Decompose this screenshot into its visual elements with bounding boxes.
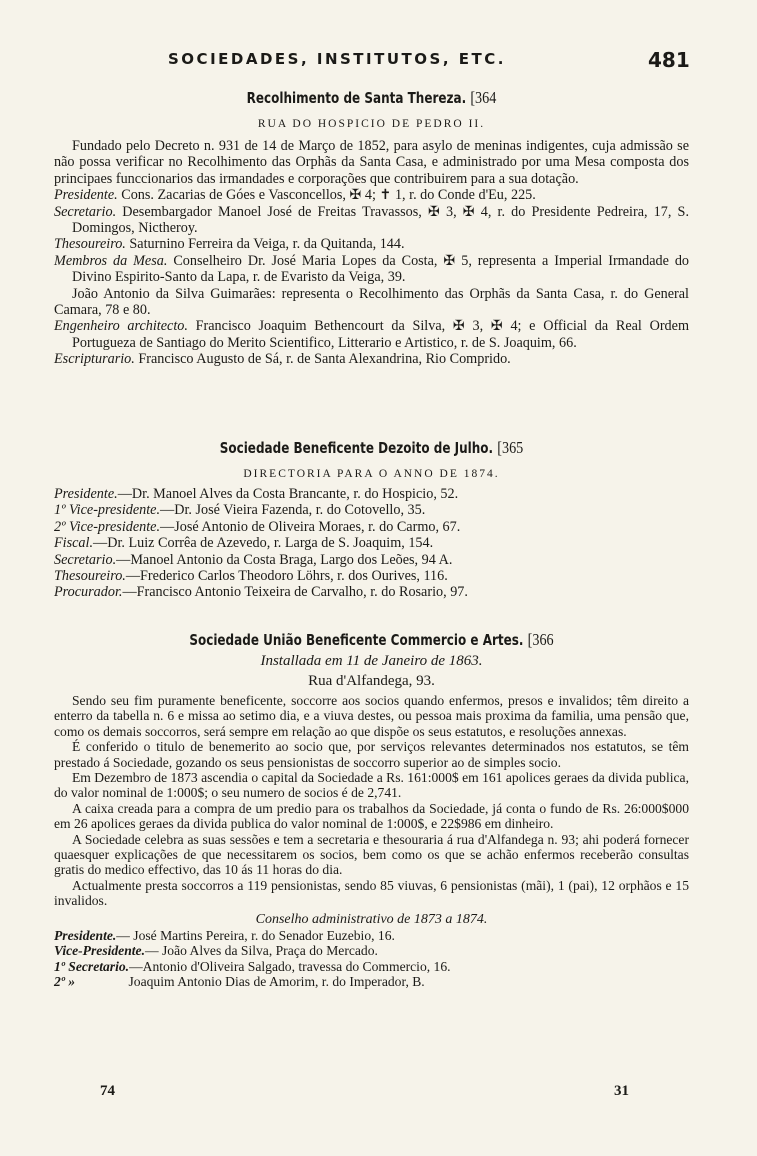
section-title-text: Sociedade Beneficente Dezoito de Julho.	[219, 439, 494, 457]
entry-label: Secretario.	[54, 551, 117, 568]
entry	[54, 974, 689, 989]
entry-text: — José Martins Pereira, r. do Senador Euzebio, 16.	[116, 927, 395, 943]
entry-text: —Frederico Carlos Theodoro Löhrs, r. dos Ourives, 116.	[125, 568, 448, 585]
running-header	[0, 50, 757, 78]
paragraph: Sendo seu fim puramente beneficente, soccorre aos socios quando enfermos, presos e invalidos; têm direito a enterro da tabella n. 6 e missa ao setimo dia, e a viuva destes, ou pessoa mais proxima da familia, uma pensão que, como os demais soccorros, será sempre em relação ao que dispõe os seus estatutos, e resoluções annexas.	[54, 693, 689, 739]
paragraph: A caixa creada para a compra de um predio para os trabalhos da Sociedade, já conta o fundo de Rs. 26:000$000 em 26 apolices geraes da divida publica do valor nominal de 1:000$, e 22$986 em dinheiro.	[54, 800, 689, 832]
entry	[54, 236, 689, 252]
section-intro: Fundado pelo Decreto n. 931 de 14 de Março de 1852, para asylo de meninas indigentes, cuja admissão se não possa verificar no Recolhimento das Orphãs da Santa Casa, e administrado por uma Mesa composta dos principaes funccionarios das irmandades e corporações que contribuirem para a sua dotação.	[54, 138, 689, 187]
entry-text: João Antonio da Silva Guimarães: representa o Recolhimento das Orphãs da Santa Casa, r. do General Camara, 78 e 80.	[54, 285, 689, 319]
entry	[54, 584, 689, 600]
section-title-text: Sociedade União Beneficente Commercio e Artes.	[189, 631, 524, 649]
entry-label: 1º Vice-presidente.	[54, 502, 161, 519]
entry-list	[54, 187, 689, 367]
entry	[54, 568, 689, 584]
entry-text: —Dr. José Vieira Fazenda, r. do Cotovello, 35.	[160, 502, 426, 519]
paragraph: É conferido o titulo de benemerito ao socio que, por serviços relevantes determinados nos estatutos, se têm prestado á Sociedade, gozando os seus pensionistas de soccorro superior ao de simples socio.	[54, 739, 689, 770]
section-title	[98, 438, 644, 458]
entry-text: Cons. Zacarias de Góes e Vasconcellos, ✠ 4; ✝ 1, r. do Conde d'Eu, 225.	[121, 187, 536, 204]
entry	[54, 943, 689, 958]
entry	[54, 502, 689, 518]
entry	[54, 286, 689, 319]
entry	[54, 486, 689, 502]
section-number: [366	[527, 630, 554, 649]
entry	[54, 351, 689, 367]
section-number: [364	[470, 88, 497, 107]
section-uniao-beneficente	[54, 630, 689, 989]
entry	[54, 318, 689, 351]
entry	[54, 187, 689, 203]
entry-label: Engenheiro architecto.	[54, 318, 188, 335]
entry-label: Vice-Presidente.	[54, 943, 145, 959]
entry	[54, 959, 689, 974]
paragraph: Em Dezembro de 1873 ascendia o capital da Sociedade a Rs. 161:000$ em 161 apolices geraes da divida publica, do valor nominal de 1:000$; o seu numero de socios é de 2,741.	[54, 770, 689, 801]
entry-label: Membros da Mesa.	[54, 252, 168, 269]
entry-label: Presidente.	[54, 927, 117, 943]
section-recolhimento	[54, 88, 689, 368]
entry-label: Thesoureiro.	[54, 236, 126, 253]
running-title: SOCIEDADES, INSTITUTOS, ETC.	[168, 50, 506, 68]
entry-label: Presidente.	[54, 187, 118, 204]
section-title-text: Recolhimento de Santa Thereza.	[246, 89, 467, 107]
footer-signature-right: 31	[614, 1083, 629, 1099]
footer-signature-left: 74	[100, 1083, 115, 1099]
section-installed: Installada em 11 de Janeiro de 1863.	[260, 653, 483, 669]
entry-label: 2º »	[54, 973, 76, 989]
entry-text: Joaquim Antonio Dias de Amorim, r. do Imperador, B.	[128, 973, 425, 989]
entry-text: Francisco Augusto de Sá, r. de Santa Alexandrina, Rio Comprido.	[138, 351, 511, 368]
section-subtitle: DIRECTORIA PARA O ANNO DE 1874.	[243, 468, 500, 480]
entry	[54, 253, 689, 286]
entry-label: Presidente.	[54, 486, 118, 502]
council-title: Conselho administrativo de 1873 a 1874.	[255, 911, 488, 927]
entry-text: Saturnino Ferreira da Veiga, r. da Quitanda, 144.	[129, 236, 405, 253]
entry-label: Procurador.	[54, 584, 123, 601]
entry-text: —Dr. Luiz Corrêa de Azevedo, r. Larga de S. Joaquim, 154.	[93, 535, 434, 552]
entry	[54, 519, 689, 535]
section-address: RUA DO HOSPICIO DE PEDRO II.	[257, 118, 486, 130]
entry-text: — João Alves da Silva, Praça do Mercado.	[144, 943, 378, 959]
entry-label: Secretario.	[54, 203, 117, 220]
entry	[54, 552, 689, 568]
entry-label: Thesoureiro.	[54, 568, 126, 585]
entry-label: Escripturario.	[54, 351, 135, 368]
entry	[54, 204, 689, 237]
entry-text: Francisco Joaquim Bethencourt da Silva, ✠ 3, ✠ 4; e Official da Real Ordem Portugueza de Santiago do Merito Scientifico, Litterario e Artistico, r. de S. Joaquim, 66.	[72, 318, 689, 351]
entry-text: Desembargador Manoel José de Freitas Travassos, ✠ 3, ✠ 4, r. do Presidente Pedreira, 17, S. Domingos, Nictheroy.	[72, 203, 689, 237]
section-number: [365	[497, 438, 524, 457]
entry-text: —Antonio d'Oliveira Salgado, travessa do Commercio, 16.	[129, 958, 451, 974]
paragraph: A Sociedade celebra as suas sessões e tem a secretaria e thesouraria á rua d'Alfandega n. 93; ahi poderá fornecer quaesquer explicações de que necessitarem os socios, bem como os que se achão enfermos receberão consultas gratis do medico effectivo, das 10 ás 11 horas do dia.	[54, 831, 689, 878]
entry	[54, 928, 689, 943]
entry-text: —Dr. Manoel Alves da Costa Brancante, r. do Hospicio, 52.	[117, 486, 459, 502]
paragraph: Actualmente presta soccorros a 119 pensionistas, sendo 85 viuvas, 6 pensionistas (mãi), 1 (pai), 12 orphãos e 15 invalidos.	[54, 877, 689, 909]
section-address: Rua d'Alfandega, 93.	[308, 673, 435, 689]
page-footer	[0, 1083, 757, 1107]
entry-label: Fiscal.	[54, 535, 94, 552]
entry	[54, 535, 689, 551]
entry-text: —José Antonio de Oliveira Moraes, r. do Carmo, 67.	[160, 518, 461, 535]
entry-label: 1º Secretario.	[54, 958, 130, 974]
entry-text: —Francisco Antonio Teixeira de Carvalho, r. do Rosario, 97.	[122, 584, 468, 601]
entry-text: Conselheiro Dr. José Maria Lopes da Costa, ✠ 5, representa a Imperial Irmandade do Divino Espirito-Santo da Lapa, r. de Evaristo da Veiga, 39.	[72, 252, 690, 286]
entry-text: —Manoel Antonio da Costa Braga, Largo dos Leões, 94 A.	[116, 551, 453, 568]
page-number: 481	[648, 48, 690, 72]
section-title	[98, 630, 644, 650]
section-title	[98, 88, 644, 108]
entry-label: 2º Vice-presidente.	[54, 518, 161, 535]
section-dezoito-julho	[54, 438, 689, 601]
